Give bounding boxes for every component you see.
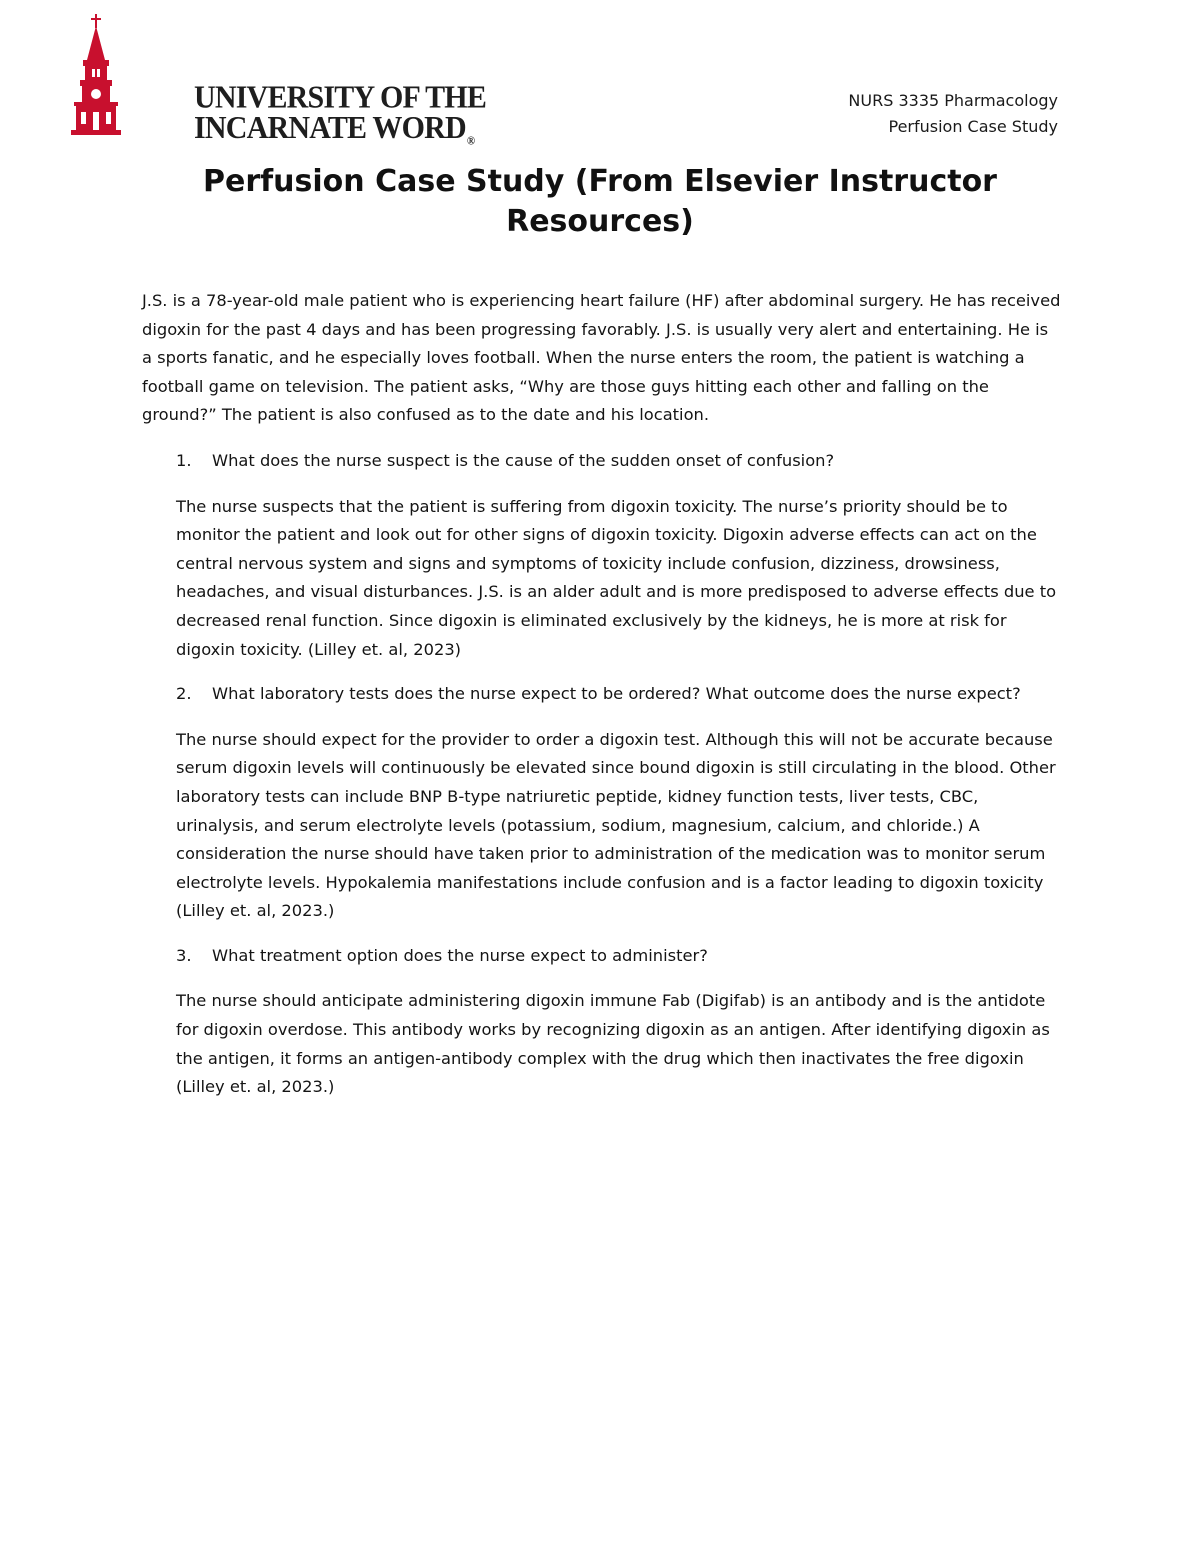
course-name: NURS 3335 Pharmacology xyxy=(848,91,1058,110)
question-number: 1. xyxy=(176,450,192,470)
case-intro: J.S. is a 78-year-old male patient who is experiencing heart failure (HF) after abdominal surgery. He has received digoxin for the past 4 days and has been progressing favorably. J.S. is usually very alert and entertaining. He is a sports fanatic, and he especially loves football. When the nurse enters the room, the patient is watching a football game on television. The patient asks, “Why are those guys hitting each other and falling on the ground?” The patient is also confused as to the date and his location. xyxy=(142,291,1061,425)
header-subtitle: Perfusion Case Study xyxy=(888,117,1058,136)
page-header xyxy=(848,88,1058,140)
answer-3: The nurse should anticipate administering digoxin immune Fab (Digifab) is an antibody and is the antidote for digoxin overdose. This antibody works by recognizing digoxin as an antigen. After identifying digoxin as the antigen, it forms an antigen-antibody complex with the drug which then inactivates the free digoxin (Lilley et. al, 2023.) xyxy=(176,991,1050,1097)
wordmark-line-1: UNIVERSITY OF THE xyxy=(194,79,487,115)
question-1 xyxy=(176,447,1062,476)
university-logo xyxy=(66,12,487,148)
tower-icon xyxy=(66,12,136,137)
question-number: 3. xyxy=(176,945,192,965)
answer-1: The nurse suspects that the patient is suffering from digoxin toxicity. The nurse’s priority should be to monitor the patient and look out for other signs of digoxin toxicity. Digoxin adverse effects can act on the central nervous system and signs and symptoms of toxicity include confusion, dizziness, drowsiness, headaches, and visual disturbances. J.S. is an alder adult and is more predisposed to adverse effects due to decreased renal function. Since digoxin is eliminated exclusively by the kidneys, he is more at risk for digoxin toxicity. (Lilley et. al, 2023) xyxy=(176,496,1057,659)
question-2 xyxy=(176,680,1062,709)
registered-mark: ® xyxy=(466,135,475,148)
question-text: What treatment option does the nurse expect to administer? xyxy=(212,945,708,965)
answer-2: The nurse should expect for the provider to order a digoxin test. Although this will not be accurate because serum digoxin levels will continuously be elevated since bound digoxin is still circulating in the blood. Other laboratory tests can include BNP B-type natriuretic peptide, kidney function tests, liver tests, CBC, urinalysis, and serum electrolyte levels (potassium, sodium, magnesium, calcium, and chloride.) A consideration the nurse should have taken prior to administration of the medication was to monitor serum electrolyte levels. Hypokalemia manifestations include confusion and is a factor leading to digoxin toxicity (Lilley et. al, 2023.) xyxy=(176,729,1056,921)
wordmark-line-2: INCARNATE WORD xyxy=(194,110,466,146)
document-title: Perfusion Case Study (From Elsevier Instructor Resources) xyxy=(203,164,997,239)
question-3 xyxy=(176,942,1062,971)
question-number: 2. xyxy=(176,684,192,704)
question-text: What does the nurse suspect is the cause of the sudden onset of confusion? xyxy=(212,450,835,470)
document-body xyxy=(142,287,1062,1118)
question-text: What laboratory tests does the nurse expect to be ordered? What outcome does the nurse expect? xyxy=(212,684,1021,704)
university-wordmark xyxy=(194,79,487,157)
